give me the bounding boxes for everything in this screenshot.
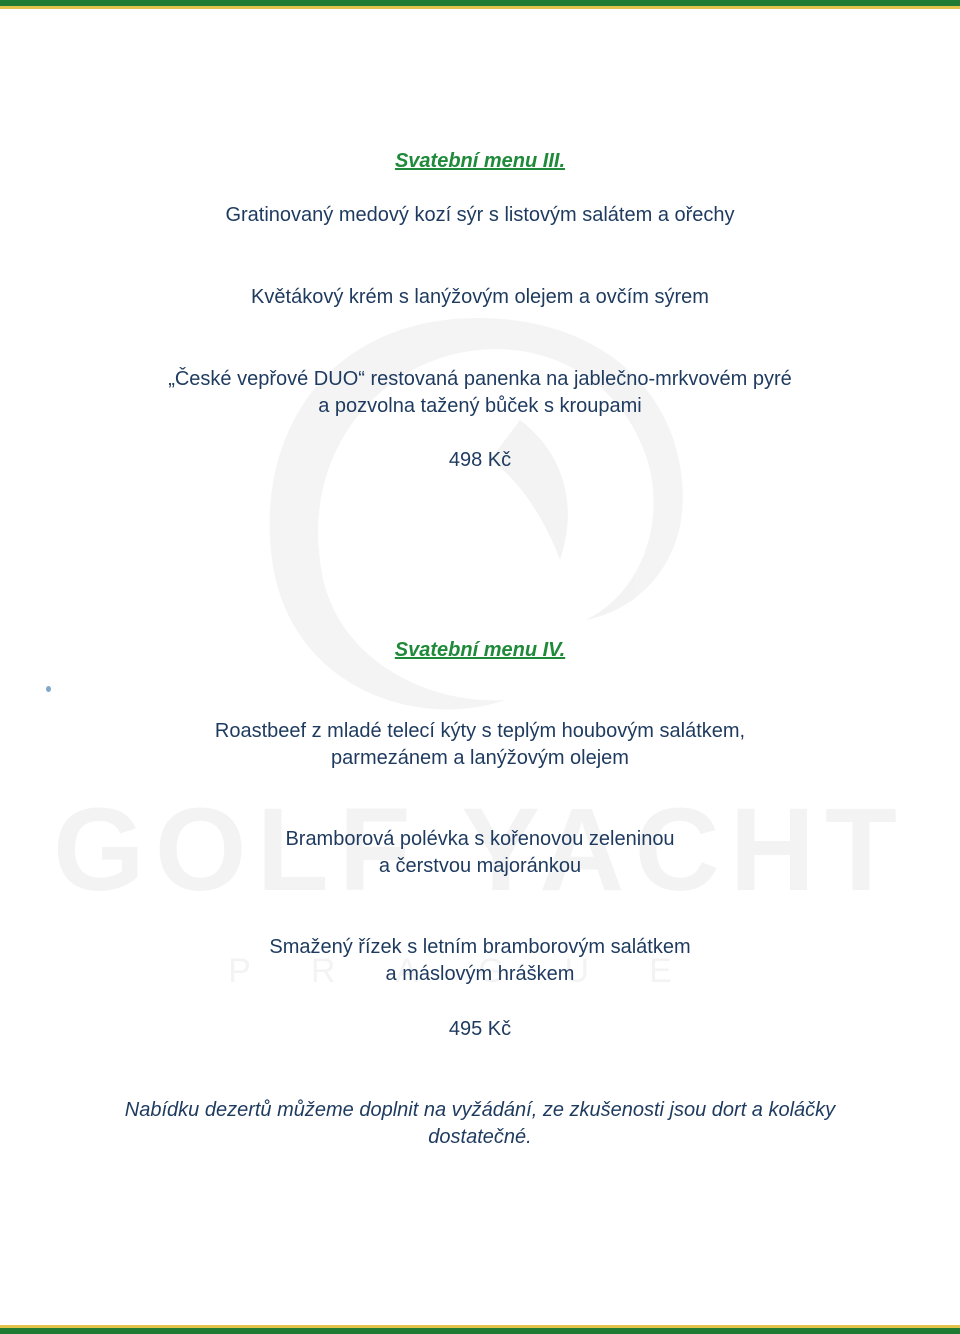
- menu4-soup-line1: Bramborová polévka s kořenovou zeleninou: [285, 828, 675, 850]
- top-border-gold: [0, 6, 960, 9]
- menu3-heading-row: [0, 148, 960, 175]
- dessert-note-line2: dostatečné.: [428, 1126, 532, 1148]
- menu3-heading: Svatební menu III.: [394, 150, 566, 172]
- menu3-soup: Květákový krém s lanýžovým olejem a ovčím sýrem: [251, 286, 709, 308]
- menu4-price: 495 Kč: [448, 1018, 512, 1040]
- menu4-heading: Svatební menu IV.: [394, 639, 566, 661]
- menu3-price: 498 Kč: [448, 449, 512, 471]
- menu4-soup-line2: a čerstvou majoránkou: [378, 855, 582, 877]
- menu4-heading-row: [0, 637, 960, 664]
- menu4-main-line2: a máslovým hráškem: [385, 963, 575, 985]
- menu4-starter-line1: Roastbeef z mladé telecí kýty s teplým houbovým salátkem,: [214, 720, 746, 742]
- menu4-main-line1: Smažený řízek s letním bramborovým salátkem: [269, 936, 691, 958]
- stray-dot: [46, 686, 51, 692]
- menu3-starter: Gratinovaný medový kozí sýr s listovým salátem a ořechy: [225, 204, 735, 226]
- top-border: [0, 0, 960, 9]
- menu3-main-line2: a pozvolna tažený bůček s kroupami: [318, 395, 642, 417]
- bottom-border: [0, 1325, 960, 1334]
- bottom-border-green: [0, 1328, 960, 1334]
- menu4-starter-line2: parmezánem a lanýžovým olejem: [331, 747, 629, 769]
- dessert-note-line1: Nabídku dezertů můžeme doplnit na vyžádání, ze zkušenosti jsou dort a koláčky: [124, 1099, 836, 1121]
- menu3-main-line1: „České vepřové DUO“ restovaná panenka na jablečno-mrkvovém pyré: [168, 368, 792, 390]
